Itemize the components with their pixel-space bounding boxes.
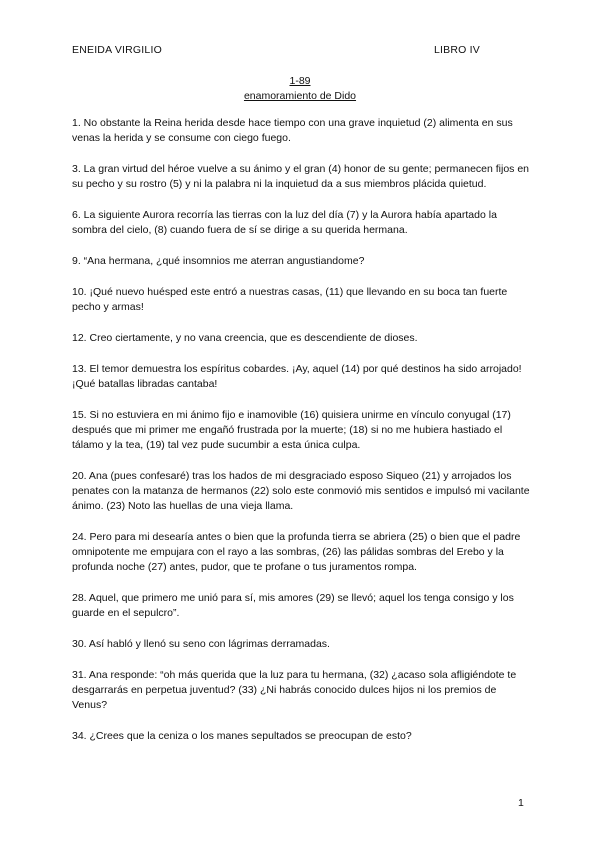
page-number: 1 (518, 797, 524, 809)
section-subtitle: enamoramiento de Dido (243, 90, 357, 102)
document-body (72, 116, 532, 760)
paragraph: 13. El temor demuestra los espíritus cobardes. ¡Ay, aquel (14) por qué destinos ha sido arrojado! ¡Qué batallas libradas cantaba! (72, 363, 522, 390)
paragraph: 3. La gran virtud del héroe vuelve a su ánimo y el gran (4) honor de su gente; permanecen fijos en su pecho y su rostro (5) y ni la palabra ni la inquietud da a sus miembros plácida quietud. (72, 163, 530, 190)
paragraph: 9. “Ana hermana, ¿qué insomnios me aterran angustiandome? (72, 255, 365, 267)
paragraph: 1. No obstante la Reina herida desde hace tiempo con una grave inquietud (2) alimenta en sus venas la herida y se consume con ciego fuego. (72, 117, 513, 144)
paragraph: 24. Pero para mi desearía antes o bien que la profunda tierra se abriera (25) o bien que el padre omnipotente me empujara con el rayo a las sombras, (26) las pálidas sombras del Erebo y la profunda noche (27) antes, pudor, que te profane o tus juramentos rompa. (72, 531, 521, 573)
paragraph: 34. ¿Crees que la ceniza o los manes sepultados se preocupan de esto? (72, 730, 412, 742)
paragraph: 31. Ana responde: “oh más querida que la luz para tu hermana, (32) ¿acaso sola afligiéndote te desgarrarás en perpetua juventud? (33) ¿Ni habrás conocido dulces hijos ni los premios de Venus? (72, 669, 517, 711)
section-title (0, 74, 600, 104)
paragraph: 6. La siguiente Aurora recorría las tierras con la luz del día (7) y la Aurora había apartado la sombra del cielo, (8) cuando fuera de sí se dirige a su querida hermana. (72, 209, 497, 236)
paragraph: 20. Ana (pues confesaré) tras los hados de mi desgraciado esposo Siqueo (21) y arrojados los penates con la matanza de hermanos (22) solo este conmovió mis sentidos e impulsó mi vacilante ánimo. (23) Noto las huellas de una vieja llama. (72, 470, 530, 512)
verse-range: 1-89 (289, 75, 311, 87)
paragraph: 15. Si no estuviera en mi ánimo fijo e inamovible (16) quisiera unirme en vínculo conyugal (17) después que mi primer me engañó frustrada por la muerte; (18) si no me hubiera hastiado el tálamo y la tea, (19) tal vez pude sucumbir a esta única culpa. (72, 409, 511, 451)
paragraph: 10. ¡Qué nuevo huésped este entró a nuestras casas, (11) que llevando en su boca tan fuerte pecho y armas! (72, 286, 508, 313)
header-book-number: LIBRO IV (434, 44, 480, 56)
paragraph: 12. Creo ciertamente, y no vana creencia, que es descendiente de dioses. (72, 332, 418, 344)
paragraph: 30. Así habló y llenó su seno con lágrimas derramadas. (72, 638, 330, 650)
paragraph: 28. Aquel, que primero me unió para sí, mis amores (29) se llevó; aquel los tenga consigo y los guarde en el sepulcro”. (72, 592, 514, 619)
header-author-title: ENEIDA VIRGILIO (72, 44, 162, 56)
